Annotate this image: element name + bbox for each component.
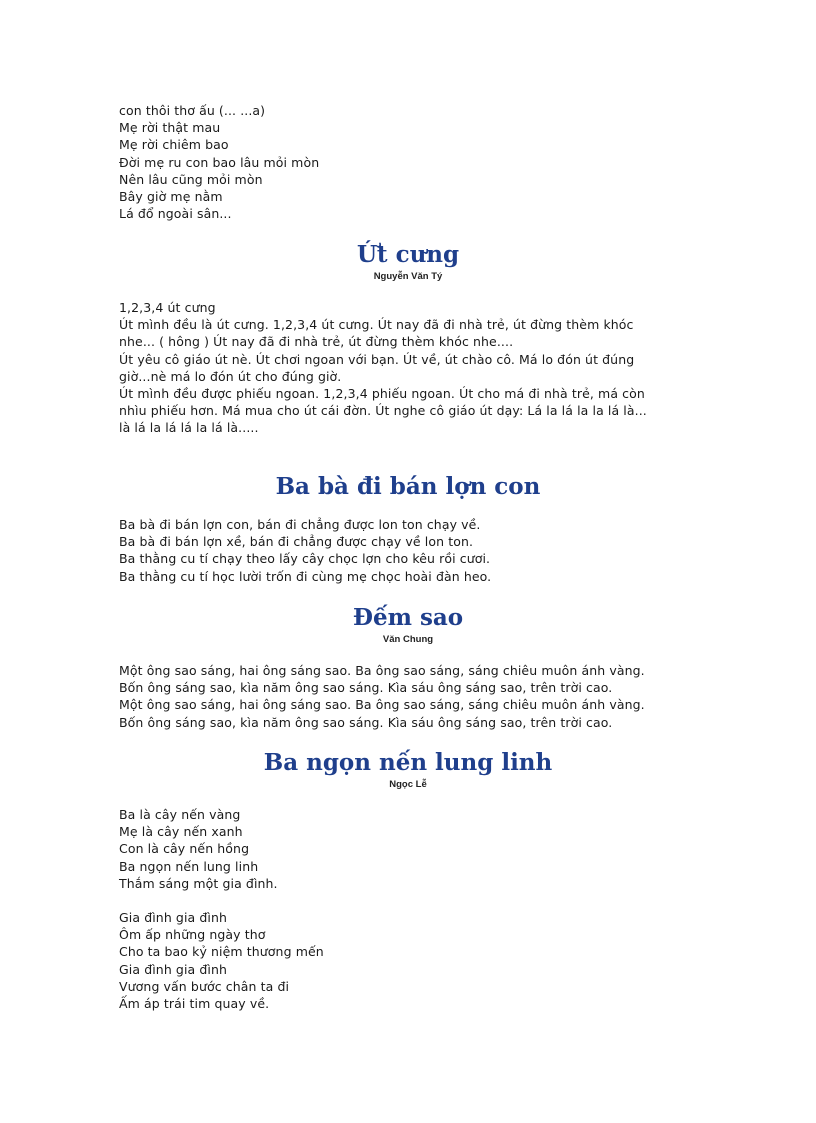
song-title: Ba bà đi bán lợn con	[275, 473, 541, 500]
lyric-line: Mẹ rời thật mau	[119, 120, 221, 136]
lyric-line: Mẹ là cây nến xanh	[119, 824, 243, 840]
lyric-line: Gia đình gia đình	[119, 910, 228, 926]
stanza-gap	[119, 892, 709, 909]
song-author: Văn Chung	[382, 634, 434, 645]
lyric-line: Ba thằng cu tí học lười trốn đi cùng mẹ chọc hoài đàn heo.	[119, 568, 492, 584]
song-title: Ứt cưng	[356, 241, 460, 268]
song-lyrics	[119, 299, 709, 437]
lyric-line: Lá đổ ngoài sân...	[119, 206, 232, 222]
lyric-line: nhe... ( hông ) Út nay đã đi nhà trẻ, út đừng thèm khóc nhe....	[119, 334, 514, 350]
song-lyrics	[119, 806, 709, 1012]
lyric-line: Ba bà đi bán lợn con, bán đi chẳng được lon ton chạy về.	[119, 517, 481, 532]
lyric-line: Bốn ông sáng sao, kìa năm ông sao sáng. Kìa sáu ông sáng sao, trên trời cao.	[119, 680, 613, 696]
lyric-line: Ấm áp trái tim quay về.	[119, 996, 270, 1012]
song-title: Ba ngọn nến lung linh	[263, 749, 553, 776]
lyric-line: Bốn ông sáng sao, kìa năm ông sao sáng. Kìa sáu ông sáng sao, trên trời cao.	[119, 714, 613, 730]
lyric-line: Ôm ấp những ngày thơ	[119, 927, 266, 943]
lyric-line: Gia đình gia đình	[119, 961, 228, 977]
lyric-line: Nên lâu cũng mỏi mòn	[119, 171, 263, 187]
lyric-line: nhìu phiếu hơn. Má mua cho út cái đờn. Út nghe cô giáo út dạy: Lá la lá la la lá là...	[119, 403, 647, 419]
song-lyrics	[119, 662, 709, 731]
song-author: Nguyễn Văn Tý	[373, 271, 443, 282]
lyric-line: Út mình đều được phiếu ngoan. 1,2,3,4 phiếu ngoan. Út cho má đi nhà trẻ, má còn	[119, 386, 645, 402]
lyric-line: Bây giờ mẹ nằm	[119, 189, 223, 205]
lyric-line: Mẹ rời chiêm bao	[119, 137, 229, 153]
lyric-line: con thôi thơ ấu (... ...a)	[119, 103, 266, 118]
lyric-line: giờ...nè má lo đón út cho đúng giờ.	[119, 368, 342, 384]
lyric-line: Út yêu cô giáo út nè. Út chơi ngoan với bạn. Út về, út chào cô. Má lo đón út đúng	[119, 351, 635, 367]
lyric-line: Đời mẹ ru con bao lâu mỏi mòn	[119, 154, 320, 170]
song-title: Đếm sao	[352, 604, 464, 631]
lyric-line: Thắm sáng một gia đình.	[119, 875, 278, 891]
lyric-line: Vương vấn bước chân ta đi	[119, 978, 290, 994]
lyric-line: Ba ngọn nến lung linh	[119, 858, 259, 874]
lyric-line: Ba thằng cu tí chạy theo lấy cây chọc lợn cho kêu rồi cươi.	[119, 551, 491, 567]
lyric-line: Một ông sao sáng, hai ông sáng sao. Ba ông sao sáng, sáng chiêu muôn ánh vàng.	[119, 663, 645, 678]
song-lyrics	[119, 516, 709, 585]
lyric-line: 1,2,3,4 út cưng	[119, 300, 216, 315]
lyric-line: Cho ta bao kỷ niệm thương mến	[119, 944, 324, 960]
lyric-line: Út mình đều là út cưng. 1,2,3,4 út cưng. Út nay đã đi nhà trẻ, út đừng thèm khóc	[119, 317, 634, 333]
lyric-line: Con là cây nến hồng	[119, 841, 250, 857]
lyric-line: Một ông sao sáng, hai ông sáng sao. Ba ông sao sáng, sáng chiêu muôn ánh vàng.	[119, 697, 645, 713]
song-author: Ngọc Lễ	[389, 779, 427, 790]
lyric-line: Ba bà đi bán lợn xề, bán đi chẳng được chạy về lon ton.	[119, 534, 474, 550]
lyric-line: Ba là cây nến vàng	[119, 807, 241, 822]
lyric-line: là lá la lá lá la lá là.....	[119, 420, 259, 436]
intro-lyrics	[119, 102, 709, 222]
